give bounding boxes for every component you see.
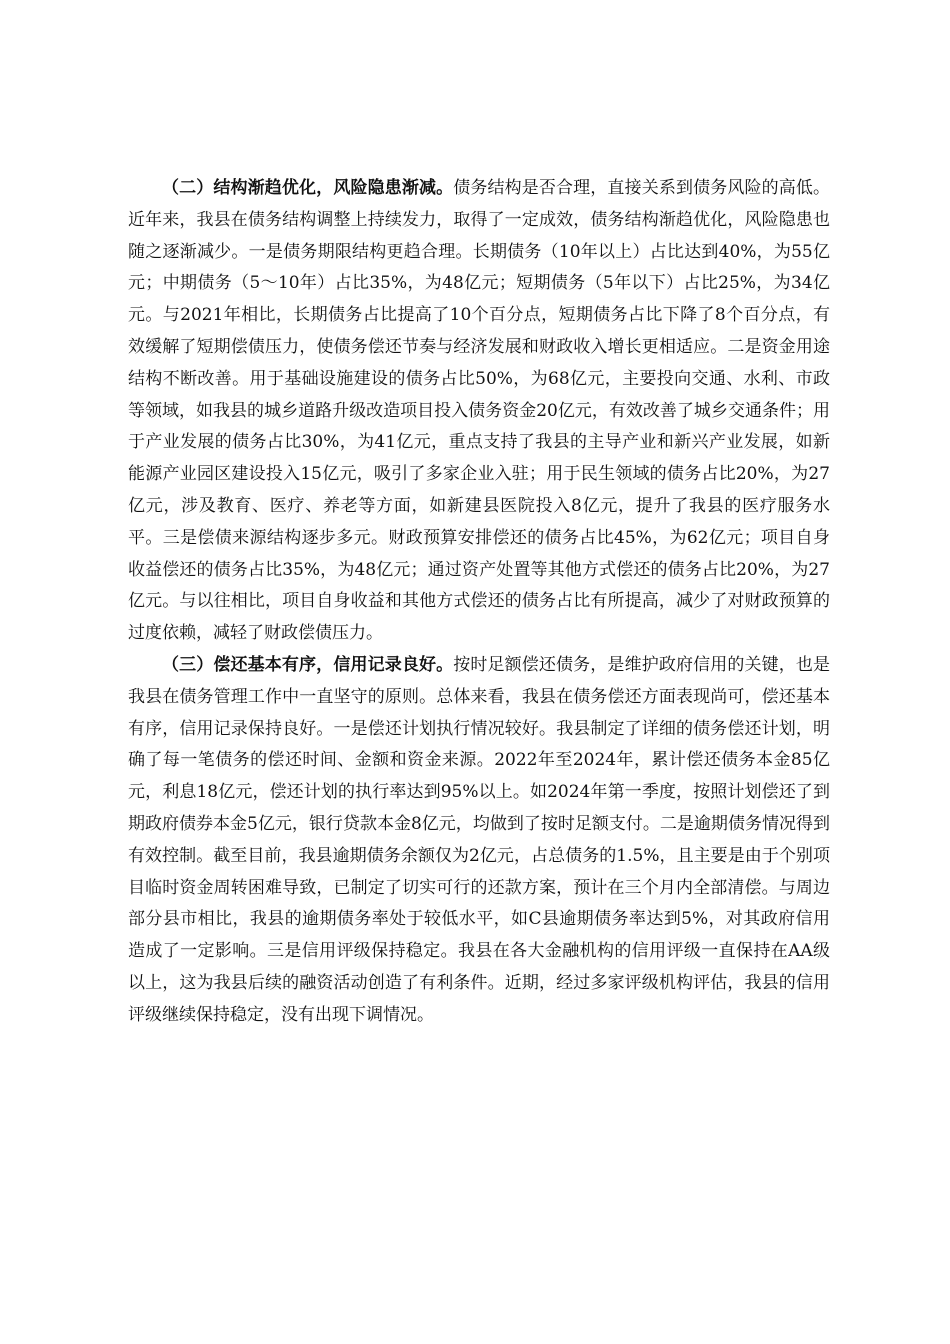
document-body bbox=[128, 173, 830, 1032]
section-two-paragraph bbox=[128, 173, 830, 650]
section-three-paragraph bbox=[128, 650, 830, 1032]
section-two-heading: （二）结构渐趋优化，风险隐患渐减。 bbox=[162, 178, 454, 198]
section-three-heading: （三）偿还基本有序，信用记录良好。 bbox=[162, 654, 454, 675]
section-two-text: 债务结构是否合理，直接关系到债务风险的高低。近年来，我县在债务结构调整上持续发力，取得了一定成效，债务结构渐趋优化，风险隐患也随之逐渐减少。一是债务期限结构更趋合理。长期债务（10年以上）占比达到40%，为55亿元；中期债务（5～10年）占比35%，为48亿元；短期债务（5年以下）占比25%，为34亿元。与2021年相比，长期债务占比提高了10个百分点，短期债务占比下降了8个百分点，有效缓解了短期偿债压力，使债务偿还节奏与经济发展和财政收入增长更相适应。二是资金用途结构不断改善。用于基础设施建设的债务占比50%，为68亿元，主要投向交通、水利、市政等领域，如我县的城乡道路升级改造项目投入债务资金20亿元，有效改善了城乡交通条件；用于产业发展的债务占比30%，为41亿元，重点支持了我县的主导产业和新兴产业发展，如新能源产业园区建设投入15亿元，吸引了多家企业入驻；用于民生领域的债务占比20%，为27亿元，涉及教育、医疗、养老等方面，如新建县医院投入8亿元，提升了我县的医疗服务水平。三是偿债来源结构逐步多元。财政预算安排偿还的债务占比45%，为62亿元；项目自身收益偿还的债务占比35%，为48亿元；通过资产处置等其他方式偿还的债务占比20%，为27亿元。与以往相比，项目自身收益和其他方式偿还的债务占比有所提高，减少了对财政预算的过度依赖，减轻了财政偿债压力。 bbox=[128, 178, 831, 644]
section-three-text: 按时足额偿还债务，是维护政府信用的关键，也是我县在债务管理工作中一直坚守的原则。总体来看，我县在债务偿还方面表现尚可，偿还基本有序，信用记录保持良好。一是偿还计划执行情况较好。我县制定了详细的债务偿还计划，明确了每一笔债务的偿还时间、金额和资金来源。2022年至2024年，累计偿还债务本金85亿元，利息18亿元，偿还计划的执行率达到95%以上。如2024年第一季度，按照计划偿还了到期政府债券本金5亿元，银行贷款本金8亿元，均做到了按时足额支付。二是逾期债务情况得到有效控制。截至目前，我县逾期债务余额仅为2亿元，占总债务的1.5%，且主要是由于个别项目临时资金周转困难导致，已制定了切实可行的还款方案，预计在三个月内全部清偿。与周边部分县市相比，我县的逾期债务率处于较低水平，如C县逾期债务率达到5%，对其政府信用造成了一定影响。三是信用评级保持稳定。我县在各大金融机构的信用评级一直保持在AA级以上，这为我县后续的融资活动创造了有利条件。近期，经过多家评级机构评估，我县的信用评级继续保持稳定，没有出现下调情况。 bbox=[128, 654, 831, 1025]
